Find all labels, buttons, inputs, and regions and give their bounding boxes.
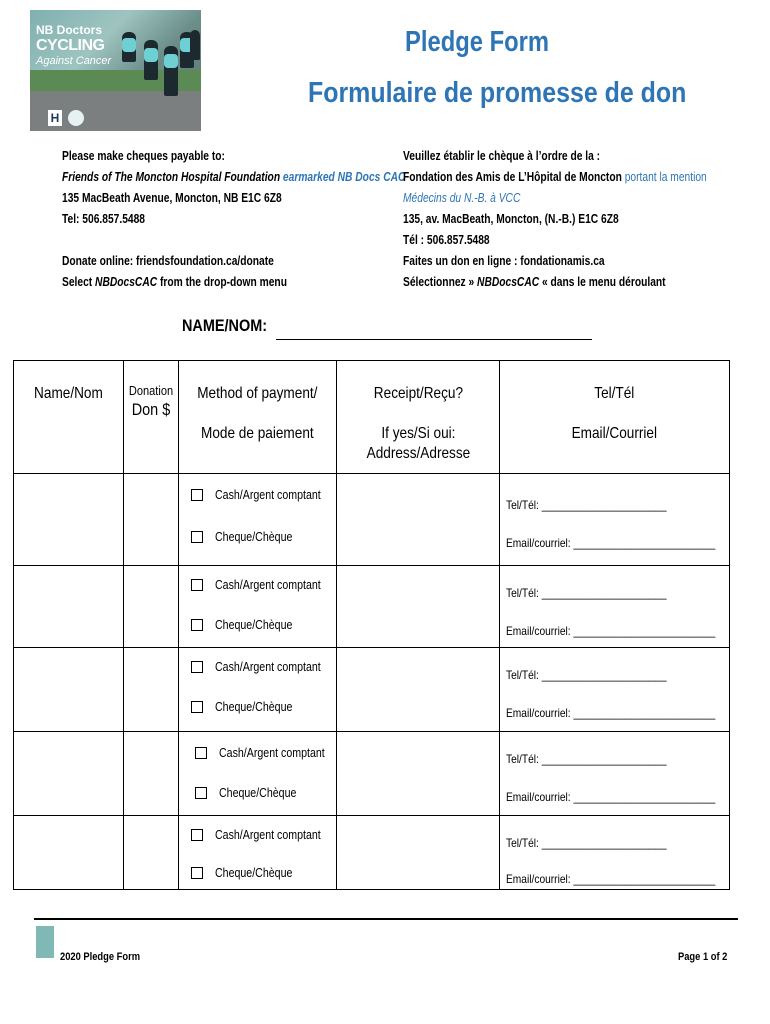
header-receipt-q: If yes/Si oui: <box>380 425 456 442</box>
table-row <box>14 566 730 648</box>
email-field[interactable]: Email/courriel: _________________________ <box>506 790 716 804</box>
cash-checkbox[interactable] <box>191 579 203 591</box>
info-fr-phone: Tél : 506.857.5488 <box>403 233 490 247</box>
donation-cell[interactable] <box>123 474 178 566</box>
logo-line1: NB Doctors <box>36 23 103 37</box>
select-code: NBDocsCAC <box>95 275 158 289</box>
logo-line3: Against Cancer <box>36 55 112 67</box>
select-post: from the drop-down menu <box>157 275 287 289</box>
info-en-phone: Tel: 506.857.5488 <box>62 212 146 226</box>
cash-option[interactable] <box>195 746 343 760</box>
table-row <box>14 648 730 732</box>
receipt-cell[interactable] <box>336 566 500 648</box>
cyclist-jersey <box>164 54 178 68</box>
cheque-label: Cheque/Chèque <box>214 700 293 714</box>
header-receipt <box>336 361 500 474</box>
cheque-option[interactable] <box>191 618 306 632</box>
name-cell[interactable] <box>14 816 124 890</box>
cheque-label: Cheque/Chèque <box>214 866 293 880</box>
header-name-text: Name/Nom <box>34 385 103 402</box>
tel-field[interactable]: Tel/Tél: ______________________ <box>506 498 667 512</box>
cheque-checkbox[interactable] <box>191 619 203 631</box>
spacer <box>62 230 405 251</box>
contact-cell <box>500 816 730 890</box>
logo-line2: CYCLING <box>36 37 105 54</box>
info-fr-address: 135, av. MacBeath, Moncton, (N.-B.) E1C 6Z8 <box>403 212 619 226</box>
title-english: Pledge Form <box>405 26 550 58</box>
cash-label: Cash/Argent comptant <box>218 746 325 760</box>
table-row <box>14 474 730 566</box>
name-label: NAME/NOM: <box>182 316 268 335</box>
header-name <box>14 361 124 474</box>
cash-checkbox[interactable] <box>191 829 203 841</box>
cash-option[interactable] <box>191 578 339 592</box>
name-cell[interactable] <box>14 732 124 816</box>
donation-cell[interactable] <box>123 816 178 890</box>
receipt-cell[interactable] <box>336 732 500 816</box>
tel-field[interactable]: Tel/Tél: ______________________ <box>506 668 667 682</box>
foundation-seal-icon <box>68 110 84 126</box>
cash-checkbox[interactable] <box>191 489 203 501</box>
cheque-checkbox[interactable] <box>191 867 203 879</box>
header-donation-big: Don $ <box>131 400 171 419</box>
tel-field[interactable]: Tel/Tél: ______________________ <box>506 586 667 600</box>
header-donation <box>123 361 178 474</box>
cash-checkbox[interactable] <box>191 661 203 673</box>
cyclist-jersey <box>122 38 136 52</box>
cash-option[interactable] <box>191 660 339 674</box>
header-method <box>178 361 336 474</box>
footer-logo-icon <box>36 926 54 958</box>
info-fr-line2 <box>403 167 707 188</box>
email-field[interactable]: Email/courriel: _________________________ <box>506 624 716 638</box>
payment-cell <box>178 474 336 566</box>
contact-cell <box>500 648 730 732</box>
tel-field[interactable]: Tel/Tél: ______________________ <box>506 752 667 766</box>
footer-page-number: Page 1 of 2 <box>678 951 728 963</box>
receipt-cell[interactable] <box>336 648 500 732</box>
nb-doctors-cycling-logo <box>30 10 201 131</box>
cheque-option[interactable] <box>191 530 306 544</box>
header-email: Email/Courriel <box>571 425 658 442</box>
payment-cell <box>178 732 336 816</box>
receipt-cell[interactable] <box>336 816 500 890</box>
header-tel: Tel/Tél <box>594 385 635 402</box>
foundation-name: Friends of The Moncton Hospital Foundation <box>62 170 281 184</box>
receipt-cell[interactable] <box>336 474 500 566</box>
name-cell[interactable] <box>14 648 124 732</box>
payment-cell <box>178 816 336 890</box>
cheque-option[interactable] <box>191 866 306 880</box>
info-fr-line1: Veuillez établir le chèque à l’ordre de la : <box>403 149 601 163</box>
cheque-checkbox[interactable] <box>191 701 203 713</box>
name-cell[interactable] <box>14 566 124 648</box>
header-donation-small: Donation <box>128 383 174 398</box>
cash-label: Cash/Argent comptant <box>214 660 321 674</box>
footer-rule <box>34 918 738 920</box>
select-fr-code: NBDocsCAC <box>477 275 540 289</box>
cheque-label: Cheque/Chèque <box>218 786 297 800</box>
cash-option[interactable] <box>191 828 339 842</box>
info-fr-mention: Médecins du N.-B. à VCC <box>403 191 521 205</box>
info-french <box>403 146 707 293</box>
contact-cell <box>500 732 730 816</box>
info-en-line2 <box>62 167 405 188</box>
name-input-line[interactable] <box>276 339 592 340</box>
email-field[interactable]: Email/courriel: _________________________ <box>506 536 716 550</box>
cheque-checkbox[interactable] <box>191 531 203 543</box>
payment-cell <box>178 648 336 732</box>
info-fr-select <box>403 272 707 293</box>
cheque-option[interactable] <box>191 700 306 714</box>
fondation-name: Fondation des Amis de L’Hôpital de Moncton <box>403 170 625 184</box>
cheque-label: Cheque/Chèque <box>214 530 293 544</box>
title-french: Formulaire de promesse de don <box>308 77 687 109</box>
cash-checkbox[interactable] <box>195 747 207 759</box>
cash-label: Cash/Argent comptant <box>214 828 321 842</box>
select-fr-pre: Sélectionnez » <box>403 275 478 289</box>
cash-option[interactable] <box>191 488 339 502</box>
header-receipt-addr: Address/Adresse <box>366 445 470 462</box>
header-method-fr: Mode de paiement <box>200 425 314 442</box>
contact-cell <box>500 474 730 566</box>
payment-cell <box>178 566 336 648</box>
header-receipt-text: Receipt/Reçu? <box>373 385 463 402</box>
donation-cell[interactable] <box>123 648 178 732</box>
table-row <box>14 816 730 890</box>
cyclist-jersey <box>144 48 158 62</box>
donation-cell[interactable] <box>123 566 178 648</box>
select-pre: Select <box>62 275 96 289</box>
mention-note: portant la mention <box>624 170 707 184</box>
cheque-option[interactable] <box>195 786 310 800</box>
name-cell[interactable] <box>14 474 124 566</box>
hospital-h-icon: H <box>48 110 62 126</box>
info-english <box>62 146 405 293</box>
select-fr-post: « dans le menu déroulant <box>539 275 666 289</box>
header-contact <box>500 361 730 474</box>
donation-cell[interactable] <box>123 732 178 816</box>
cheque-label: Cheque/Chèque <box>214 618 293 632</box>
pledge-table <box>13 360 730 890</box>
email-field[interactable]: Email/courriel: _________________________ <box>506 706 716 720</box>
info-fr-online: Faites un don en ligne : fondationamis.ca <box>403 254 605 268</box>
contact-cell <box>500 566 730 648</box>
cyclist-figure <box>190 30 200 60</box>
info-en-address: 135 MacBeath Avenue, Moncton, NB E1C 6Z8 <box>62 191 282 205</box>
earmark-note: earmarked NB Docs CAC <box>280 170 406 184</box>
tel-field[interactable]: Tel/Tél: ______________________ <box>506 836 667 850</box>
info-en-line1: Please make cheques payable to: <box>62 149 225 163</box>
info-en-select <box>62 272 405 293</box>
header-method-en: Method of payment/ <box>197 385 318 402</box>
table-row <box>14 732 730 816</box>
cash-label: Cash/Argent comptant <box>214 488 321 502</box>
email-field[interactable]: Email/courriel: _________________________ <box>506 872 716 886</box>
cash-label: Cash/Argent comptant <box>214 578 321 592</box>
table-header-row <box>14 361 730 474</box>
footer-form-name: 2020 Pledge Form <box>60 951 141 963</box>
info-en-online: Donate online: friendsfoundation.ca/donate <box>62 254 274 268</box>
cheque-checkbox[interactable] <box>195 787 207 799</box>
